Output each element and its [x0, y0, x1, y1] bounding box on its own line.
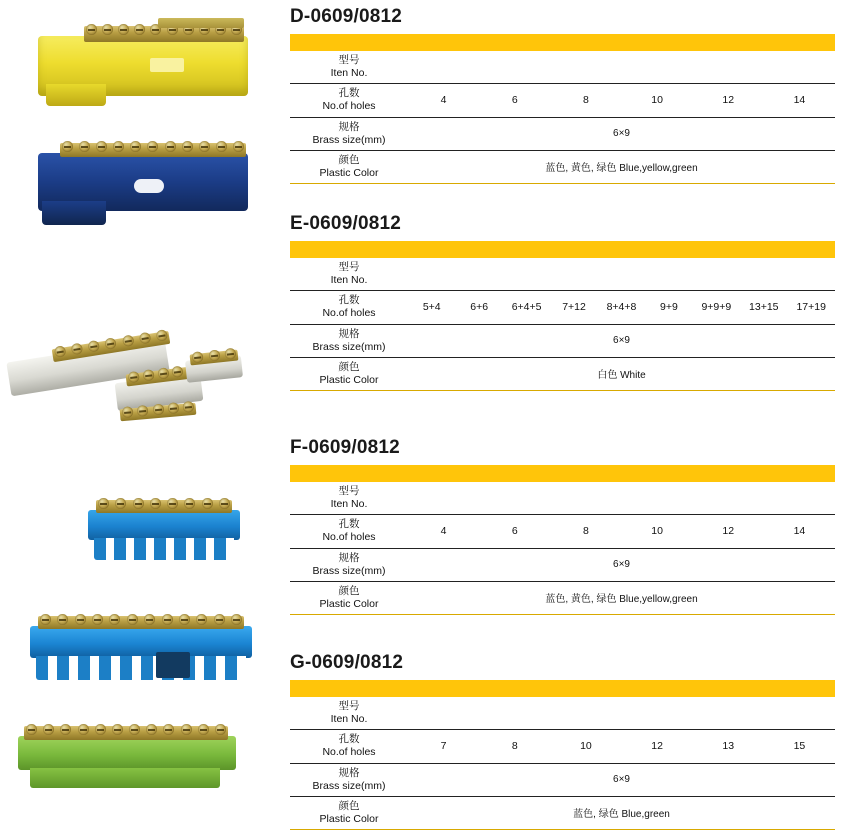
table-row-brass-g — [290, 763, 835, 796]
row-label-en: Brass size(mm) — [312, 779, 386, 792]
screw-row-top — [62, 141, 244, 152]
screw — [208, 349, 220, 361]
screw — [115, 498, 126, 509]
screw — [162, 614, 173, 625]
row-values-model-f — [408, 482, 835, 515]
hole-value: 12 — [651, 740, 663, 753]
row-label-color-f — [290, 581, 408, 614]
row-label-brass-d — [290, 117, 408, 150]
table-row-model-e — [290, 258, 835, 291]
block-title-f: F-0609/0812 — [290, 437, 400, 458]
screw — [139, 332, 152, 345]
row-value-color-e: 白色 White — [408, 357, 835, 390]
yellow-housing-notch — [150, 58, 184, 72]
row-label-model-g — [290, 697, 408, 730]
row-label-cn: 规格 — [338, 551, 360, 564]
block-title-e: E-0609/0812 — [290, 213, 402, 234]
row-label-cn: 孔数 — [338, 733, 360, 746]
hole-value: 8+4+8 — [606, 301, 637, 314]
screw — [137, 405, 149, 417]
hole-value: 8 — [583, 525, 589, 538]
table-row-holes-g — [290, 730, 835, 763]
hole-value: 6 — [511, 525, 518, 538]
spec-table-column — [288, 0, 850, 834]
row-label-cn: 颜色 — [338, 360, 360, 373]
screw — [75, 614, 86, 625]
hole-value: 10 — [651, 94, 663, 107]
row-label-color-d — [290, 150, 408, 183]
screw — [156, 329, 169, 342]
spec-block-d — [288, 6, 850, 184]
row-label-en: No.of holes — [322, 307, 376, 320]
row-label-cn: 型号 — [338, 485, 360, 497]
hole-value: 6+4+5 — [511, 301, 542, 314]
screw — [167, 498, 178, 509]
row-value-brass-d: 6×9 — [408, 117, 835, 150]
blue-housing-foot — [42, 201, 106, 225]
screw — [196, 614, 207, 625]
row-value-color-d: 蓝色, 黄色, 绿色 Blue,yellow,green — [408, 150, 835, 183]
hole-value: 8 — [511, 740, 518, 753]
spec-table-f — [290, 482, 835, 615]
screw — [78, 724, 89, 735]
row-values-holes-d — [408, 84, 835, 117]
screw — [184, 498, 195, 509]
screw — [152, 404, 164, 416]
row-values-model-e — [408, 258, 835, 291]
row-values-model-d — [408, 51, 835, 84]
screw — [157, 367, 169, 379]
table-row-model-g — [290, 697, 835, 730]
screw — [165, 141, 176, 152]
screw — [215, 724, 226, 735]
table-row-color-d — [290, 150, 835, 183]
row-label-model-d — [290, 51, 408, 84]
hole-value: 13+15 — [749, 301, 779, 314]
screw — [79, 141, 90, 152]
hole-value: 7 — [440, 740, 447, 753]
row-label-en: Plastic Color — [319, 812, 379, 825]
table-row-color-e — [290, 357, 835, 390]
screw-row-green — [26, 724, 226, 735]
yellow-accent-bar-e — [290, 241, 835, 258]
row-label-color-g — [290, 796, 408, 829]
yellow-top-rail — [158, 18, 244, 28]
row-label-en: Iten No. — [330, 713, 368, 726]
spec-table-e — [290, 258, 835, 391]
screw — [147, 141, 158, 152]
screw — [113, 141, 124, 152]
spec-table-d — [290, 51, 835, 184]
screw — [40, 614, 51, 625]
row-label-color-e — [290, 357, 408, 390]
table-row-color-g — [290, 796, 835, 829]
product-photo-column — [0, 0, 285, 834]
photo-blue-terminal-block — [38, 135, 253, 225]
yellow-accent-bar-f — [290, 465, 835, 482]
hole-value: 10 — [651, 525, 663, 538]
row-label-en: Brass size(mm) — [312, 340, 386, 353]
screw — [86, 24, 97, 35]
screw — [112, 724, 123, 735]
screw — [142, 369, 154, 381]
row-label-cn: 型号 — [338, 54, 360, 66]
screw — [122, 406, 134, 418]
screw — [88, 340, 101, 353]
screw — [95, 724, 106, 735]
screw — [182, 401, 194, 413]
blue-center-block — [156, 652, 190, 678]
row-label-cn: 型号 — [338, 261, 360, 273]
screw — [214, 614, 225, 625]
screw — [26, 724, 37, 735]
screw — [60, 724, 71, 735]
hole-value: 17+19 — [796, 301, 826, 314]
screw — [57, 614, 68, 625]
row-label-model-f — [290, 482, 408, 515]
screw — [179, 614, 190, 625]
hole-value: 12 — [722, 94, 735, 107]
screw — [122, 335, 135, 348]
table-row-model-d — [290, 51, 835, 84]
screw — [231, 614, 242, 625]
row-label-cn: 规格 — [338, 327, 360, 340]
screw — [144, 614, 155, 625]
hole-value: 9+9+9 — [701, 301, 732, 314]
row-label-cn: 孔数 — [338, 87, 360, 100]
hole-value: 13 — [722, 740, 735, 753]
screw-row-large — [40, 614, 242, 625]
hole-value: 14 — [793, 525, 806, 538]
spec-block-g — [288, 652, 850, 830]
table-row-holes-f — [290, 515, 835, 548]
row-label-holes-f — [290, 515, 408, 548]
screw — [181, 724, 192, 735]
block-title-g: G-0609/0812 — [290, 652, 404, 673]
row-label-cn: 孔数 — [338, 518, 360, 531]
photo-white-din-rail-terminals — [8, 330, 268, 430]
row-label-brass-f — [290, 548, 408, 581]
row-label-brass-g — [290, 763, 408, 796]
blue-legs-large — [36, 656, 246, 680]
blue-housing-hole — [134, 179, 164, 193]
screw — [133, 498, 144, 509]
screw — [54, 345, 67, 358]
row-label-en: No.of holes — [322, 746, 376, 759]
block-title-d: D-0609/0812 — [290, 6, 403, 27]
row-values-holes-f — [408, 515, 835, 548]
green-body — [18, 736, 236, 770]
screw-row-small — [98, 498, 230, 509]
green-legs — [30, 768, 220, 788]
row-label-en: Brass size(mm) — [312, 564, 386, 577]
row-label-en: Plastic Color — [319, 597, 379, 610]
row-label-en: Plastic Color — [319, 166, 379, 179]
hole-value: 15 — [793, 740, 806, 753]
row-label-en: No.of holes — [322, 100, 376, 113]
screw — [118, 24, 129, 35]
screw — [71, 343, 84, 356]
table-row-brass-d — [290, 117, 835, 150]
screw — [130, 141, 141, 152]
screw — [167, 402, 179, 414]
screw — [192, 351, 204, 363]
blue-legs-small — [94, 538, 234, 560]
spec-block-e — [288, 213, 850, 391]
yellow-housing-foot — [46, 84, 106, 106]
screw — [102, 24, 113, 35]
hole-value: 5+4 — [422, 301, 441, 314]
row-value-brass-f: 6×9 — [408, 548, 835, 581]
hole-value: 4 — [440, 525, 447, 538]
hole-value: 12 — [722, 525, 735, 538]
screw — [43, 724, 54, 735]
row-label-cn: 颜色 — [338, 153, 360, 166]
row-label-model-e — [290, 258, 408, 291]
screw — [96, 141, 107, 152]
table-row-color-f — [290, 581, 835, 614]
row-value-color-g: 蓝色, 绿色 Blue,green — [408, 796, 835, 829]
row-label-holes-d — [290, 84, 408, 117]
row-values-holes-e — [408, 291, 835, 324]
row-values-model-g — [408, 697, 835, 730]
row-label-cn: 规格 — [338, 120, 360, 133]
row-label-en: Iten No. — [330, 274, 368, 287]
row-label-en: Iten No. — [330, 67, 368, 80]
screw — [163, 724, 174, 735]
row-label-cn: 型号 — [338, 700, 360, 712]
photo-green-terminal-block — [18, 718, 243, 793]
screw — [146, 724, 157, 735]
screw — [105, 337, 118, 350]
row-label-cn: 规格 — [338, 766, 360, 779]
row-label-en: Plastic Color — [319, 373, 379, 386]
screw — [109, 614, 120, 625]
screw — [233, 141, 244, 152]
row-label-holes-g — [290, 730, 408, 763]
blue-body-small — [88, 510, 240, 540]
row-label-holes-e — [290, 291, 408, 324]
screw — [134, 24, 145, 35]
row-value-brass-g: 6×9 — [408, 763, 835, 796]
table-row-holes-d — [290, 84, 835, 117]
screw — [62, 141, 73, 152]
screw — [202, 498, 213, 509]
hole-value: 6+6 — [470, 301, 489, 314]
row-label-en: Iten No. — [330, 498, 368, 511]
screw — [127, 614, 138, 625]
row-value-color-f: 蓝色, 黄色, 绿色 Blue,yellow,green — [408, 581, 835, 614]
screw — [98, 498, 109, 509]
yellow-accent-bar-d — [290, 34, 835, 51]
row-label-cn: 孔数 — [338, 294, 360, 307]
row-label-cn: 颜色 — [338, 799, 360, 812]
photo-blue-screw-terminal-small — [88, 492, 248, 577]
hole-value: 10 — [580, 740, 592, 753]
screw — [216, 141, 227, 152]
photo-blue-screw-terminal-large — [30, 608, 260, 698]
table-row-brass-f — [290, 548, 835, 581]
row-label-cn: 颜色 — [338, 584, 360, 597]
row-value-brass-e: 6×9 — [408, 324, 835, 357]
screw — [182, 141, 193, 152]
screw — [92, 614, 103, 625]
screw — [129, 724, 140, 735]
row-label-en: No.of holes — [322, 531, 376, 544]
screw — [128, 371, 140, 383]
hole-value: 9+9 — [660, 301, 678, 314]
screw — [199, 141, 210, 152]
hole-value: 6 — [511, 94, 518, 107]
hole-value: 4 — [440, 94, 447, 107]
table-row-brass-e — [290, 324, 835, 357]
screw — [198, 724, 209, 735]
blue-body-large — [30, 626, 252, 658]
row-label-brass-e — [290, 324, 408, 357]
table-row-model-f — [290, 482, 835, 515]
hole-value: 7+12 — [562, 301, 586, 314]
hole-value: 8 — [583, 94, 589, 107]
photo-yellow-terminal-block — [38, 14, 253, 106]
yellow-accent-bar-g — [290, 680, 835, 697]
screw — [219, 498, 230, 509]
screw — [224, 348, 236, 360]
row-label-en: Brass size(mm) — [312, 133, 386, 146]
hole-value: 14 — [793, 94, 806, 107]
screw — [172, 366, 184, 378]
spec-table-g — [290, 697, 835, 830]
screw — [150, 498, 161, 509]
row-values-holes-g — [408, 730, 835, 763]
table-row-holes-e — [290, 291, 835, 324]
spec-block-f — [288, 437, 850, 615]
